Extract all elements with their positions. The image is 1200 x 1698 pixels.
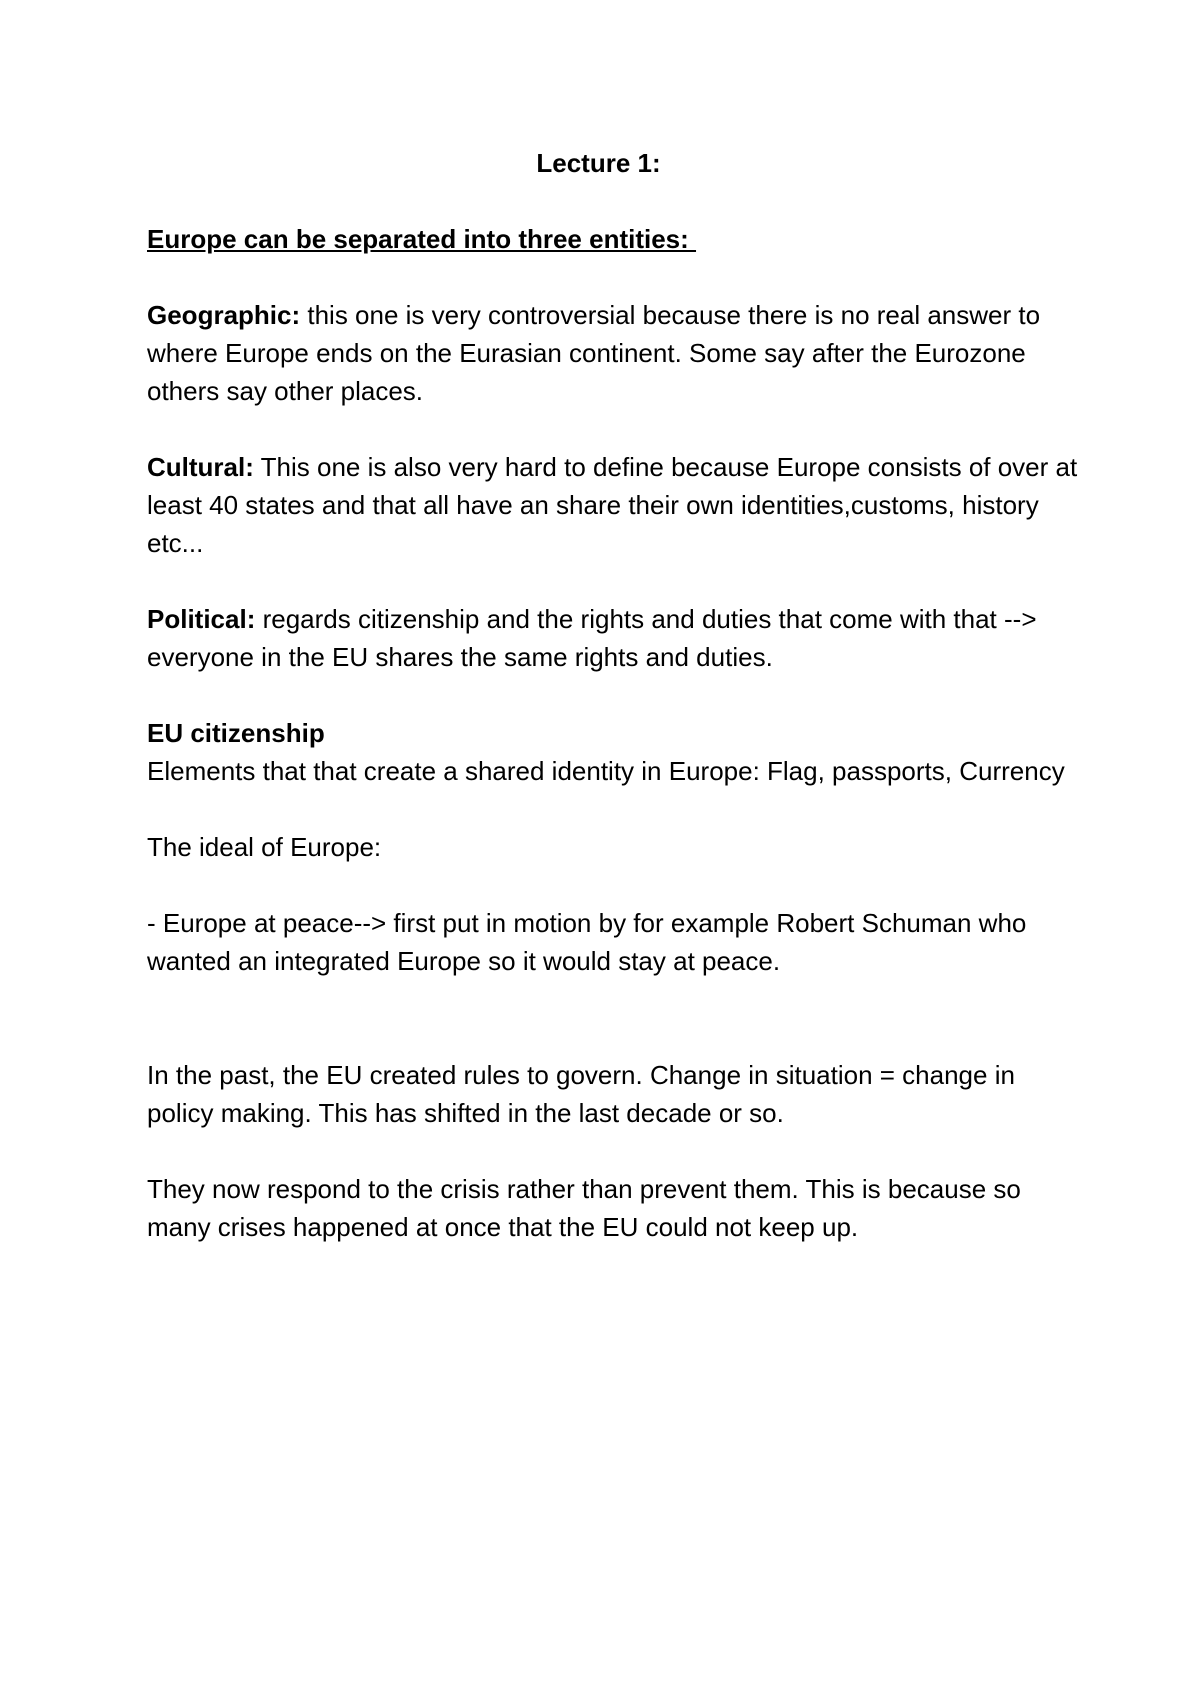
political-paragraph xyxy=(147,600,1087,676)
geographic-term: Geographic: xyxy=(147,300,301,330)
citizenship-heading-text: EU citizenship xyxy=(147,718,325,748)
geographic-text: this one is very controversial because there is no real answer to where Europe ends on the Eurasian continent. Some say after the Eurozone others say other places. xyxy=(147,300,1041,406)
page-title: Lecture 1: xyxy=(536,148,661,178)
political-term: Political: xyxy=(147,604,256,634)
cultural-term: Cultural: xyxy=(147,452,254,482)
geographic-paragraph xyxy=(147,296,1087,410)
citizenship-heading xyxy=(147,714,1087,752)
citizenship-paragraph: Elements that that create a shared identity in Europe: Flag, passports, Currency xyxy=(147,756,1065,786)
cultural-paragraph xyxy=(147,448,1087,562)
ideal-heading: The ideal of Europe: xyxy=(147,832,382,862)
ideal-bullet: - Europe at peace--> first put in motion by for example Robert Schuman who wanted an integrated Europe so it would stay at peace. xyxy=(147,908,1027,976)
document-body xyxy=(147,144,1087,1246)
cultural-text: This one is also very hard to define because Europe consists of over at least 40 states and that all have an share their own identities,customs, history etc... xyxy=(147,452,1078,558)
past-paragraph: In the past, the EU created rules to govern. Change in situation = change in policy making. This has shifted in the last decade or so. xyxy=(147,1060,1015,1128)
now-paragraph: They now respond to the crisis rather than prevent them. This is because so many crises happened at once that the EU could not keep up. xyxy=(147,1174,1021,1242)
entities-heading: Europe can be separated into three entities: xyxy=(147,224,697,254)
political-text: regards citizenship and the rights and duties that come with that --> everyone in the EU shares the same rights and duties. xyxy=(147,604,1037,672)
